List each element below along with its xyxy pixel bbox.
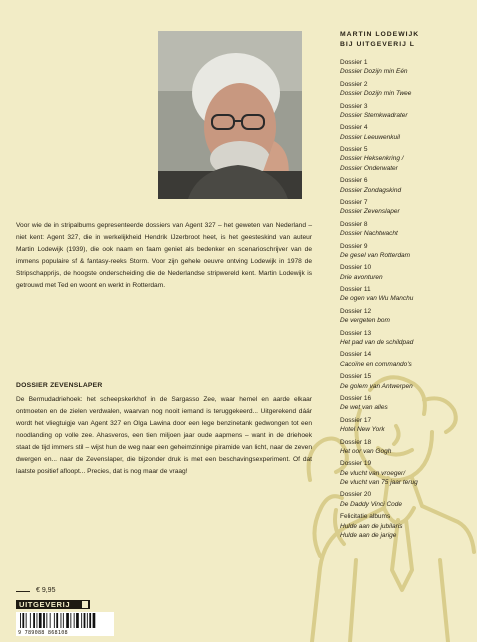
- album-number: Dossier 4: [340, 124, 368, 132]
- album-title: Het pad van de schildpad: [340, 338, 414, 346]
- author-portrait-image: [158, 31, 302, 199]
- publisher-logo-text: UITGEVERIJ: [19, 600, 71, 609]
- barcode-bar: [20, 613, 21, 628]
- album-title: Het oor van Gogh: [340, 447, 392, 455]
- price-label: € 9,95: [36, 587, 56, 594]
- album-list-item: [340, 512, 472, 540]
- album-number: Dossier 6: [340, 177, 368, 185]
- barcode-bar: [63, 613, 64, 628]
- blurb-heading: DOSSIER ZEVENSLAPER: [16, 382, 103, 389]
- album-list-item: [340, 145, 472, 173]
- barcode-bar: [43, 613, 45, 628]
- author-photo: [158, 31, 302, 199]
- album-list: [340, 58, 472, 540]
- barcode-bar: [54, 613, 55, 628]
- album-number: Dossier 12: [340, 307, 372, 315]
- album-list-item: [340, 416, 472, 435]
- album-number: Dossier 15: [340, 373, 372, 381]
- isbn-barcode: [16, 612, 114, 636]
- album-title: Hotel New York: [340, 426, 385, 434]
- album-list-title-line-2: BIJ UITGEVERIJ L: [340, 41, 415, 48]
- story-blurb: [16, 394, 312, 478]
- album-list-item: [340, 285, 472, 304]
- album-list-item: [340, 242, 472, 261]
- barcode-bar: [22, 613, 24, 628]
- album-number: Dossier 5: [340, 146, 368, 154]
- barcode-bar: [46, 613, 47, 628]
- album-title: De vlucht van 75 jaar terug: [340, 478, 418, 486]
- barcode-bar: [76, 613, 79, 628]
- album-title: Dossier Nachtwacht: [340, 230, 398, 238]
- album-title: De gesel van Rotterdam: [340, 251, 411, 259]
- album-list-item: [340, 176, 472, 195]
- album-title: Hulde aan de jarige: [340, 531, 397, 539]
- barcode-bar: [61, 613, 62, 628]
- album-number: Dossier 1: [340, 59, 368, 66]
- barcode-bars: [16, 612, 114, 630]
- album-number: Dossier 14: [340, 351, 372, 359]
- story-blurb-text: De Bermudadriehoek: het scheepskerkhof in de Sargasso Zee, waar hemel en aarde elkaar ontmoeten en de zielen verdwalen, waarvan nog nooit iemand is teruggekeerd... Uitgerekend dáár wordt het vliegtuigje van Agent 327 en Olga Lawina door een lege benzinetank gedwongen tot een noodlanding op volle zee. Ahasveros, een tien miljoen jaar oude aapmens – want in de driehoek staat de tijd immers stil – wijst hun de weg naar een geheimzinnige piramide van licht, naar de zeven dwergen en... naar de Zevenslaper, die bijzonder druk is met een beschavingsexperiment. Of dat laatste positief afloopt... Precies, dat is nog maar de vraag!: [16, 396, 312, 475]
- author-bio-text: Voor wie de in stripalbums gepresenteerde dossiers van Agent 327 – het geweten van Nederland – niet kent: Agent 327, die in werkelijkheid Hendrik IJzerbroot heet, is het geesteskind van auteur Martin Lodewijk (1939), die ook naam en faam geniet als bedenker en scenarioschrijver van de immens populaire sf & fantasy-reeks Storm. Voor zijn gehele oeuvre ontving Lodewijk in 1978 de Stripschapprijs, de hoogste onderscheiding die de Nederlandse stripwereld kent. Martin Lodewijk is getrouwd met Ted en woont en werkt in Rotterdam.: [16, 222, 312, 289]
- album-title: Dossier Dozijn min Twee: [340, 90, 412, 98]
- album-list-item: [340, 80, 472, 99]
- barcode-bar: [89, 613, 91, 628]
- album-title: Hulde aan de jubilaris: [340, 522, 403, 530]
- barcode-bar: [50, 613, 51, 628]
- album-number: Dossier 20: [340, 491, 372, 499]
- barcode-bar: [81, 613, 82, 628]
- album-list-item: [340, 263, 472, 282]
- album-title: Dossier Stemkwadrater: [340, 111, 408, 119]
- album-number: Felicitatie albums: [340, 513, 391, 521]
- album-list-title-line-1: MARTIN LODEWIJK: [340, 31, 420, 38]
- album-number: Dossier 18: [340, 438, 372, 446]
- album-list-item: [340, 198, 472, 217]
- album-number: Dossier 13: [340, 329, 372, 337]
- album-number: Dossier 3: [340, 102, 368, 110]
- publisher-logo: [16, 600, 90, 609]
- album-list-item: [340, 102, 472, 121]
- author-bio: [16, 220, 312, 292]
- logo-flag-icon: [82, 601, 88, 608]
- album-number: Dossier 16: [340, 395, 372, 403]
- album-number: Dossier 11: [340, 286, 371, 294]
- album-number: Dossier 17: [340, 416, 372, 424]
- barcode-bar: [93, 613, 96, 628]
- barcode-bar: [70, 613, 71, 628]
- album-list-item: [340, 307, 472, 326]
- album-title: Dossier Leeuwenkuil: [340, 133, 400, 141]
- album-list-item: [340, 220, 472, 239]
- album-title: De vergeten bom: [340, 317, 390, 325]
- barcode-bar: [87, 613, 88, 628]
- album-title: De golem van Antwerpen: [340, 382, 413, 390]
- album-title: De wet van alles: [340, 404, 388, 412]
- album-title: De Daddy Vinci Code: [340, 500, 403, 508]
- barcode-bar: [33, 613, 35, 628]
- album-list-item: [340, 350, 472, 369]
- barcode-bar: [30, 613, 31, 628]
- album-list-item: [340, 372, 472, 391]
- album-number: Dossier 8: [340, 220, 368, 228]
- price-divider: [16, 591, 30, 592]
- barcode-bar: [37, 613, 38, 628]
- album-list-title: [340, 30, 472, 50]
- album-list-item: [340, 459, 472, 487]
- album-title: De ogen van Wu Manchu: [340, 295, 414, 303]
- album-title: Dossier Onderwater: [340, 164, 398, 172]
- album-number: Dossier 10: [340, 264, 372, 272]
- album-title: Dossier Dozijn min Eén: [340, 68, 408, 76]
- barcode-bar: [56, 613, 58, 628]
- barcode-bar: [26, 613, 27, 628]
- album-number: Dossier 19: [340, 460, 372, 468]
- album-number: Dossier 9: [340, 242, 368, 250]
- barcode-bar: [74, 613, 75, 628]
- album-list-item: [340, 394, 472, 413]
- barcode-bar: [39, 613, 42, 628]
- isbn-digits: 9 789088 868108: [18, 630, 68, 636]
- album-list-panel: [340, 30, 472, 543]
- album-title: Cacoïne en commando's: [340, 360, 412, 368]
- album-list-item: [340, 123, 472, 142]
- album-title: Dossier Heksenkring /: [340, 155, 404, 163]
- album-title: De vlucht van vroeger/: [340, 469, 406, 477]
- album-number: Dossier 2: [340, 80, 368, 88]
- album-list-item: [340, 438, 472, 457]
- album-title: Dossier Zondagskind: [340, 186, 402, 194]
- barcode-bar: [66, 613, 69, 628]
- album-list-item: [340, 58, 472, 77]
- album-title: Dossier Zevenslaper: [340, 208, 400, 216]
- album-number: Dossier 7: [340, 198, 368, 206]
- album-list-item: [340, 490, 472, 509]
- album-list-item: [340, 329, 472, 348]
- album-title: Drie avonturen: [340, 273, 383, 281]
- barcode-bar: [84, 613, 86, 628]
